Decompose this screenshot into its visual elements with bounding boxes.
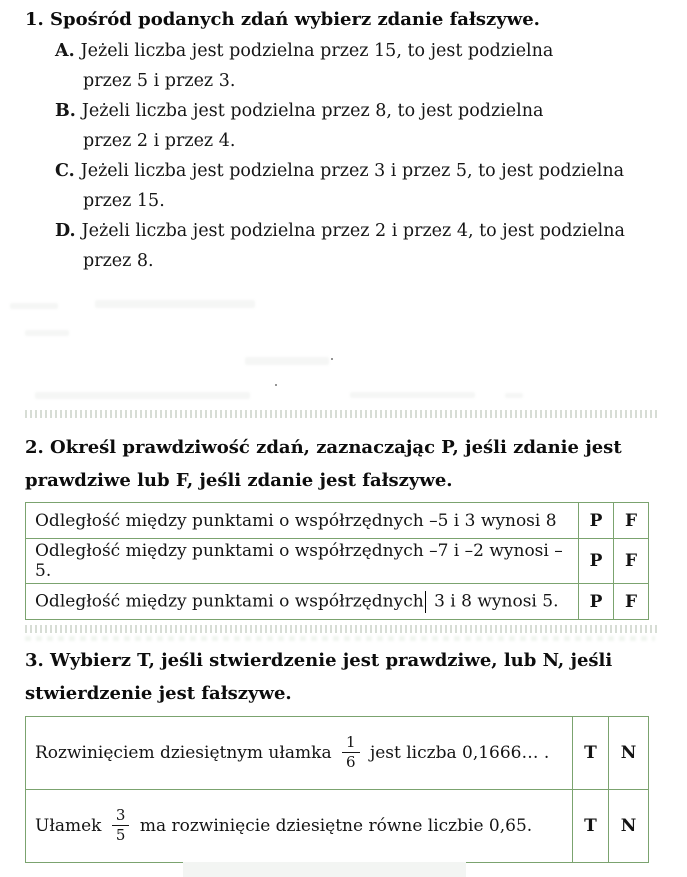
text-cursor <box>425 591 426 613</box>
ghost-mark <box>245 357 329 365</box>
table-row <box>26 539 649 584</box>
ghost-mark <box>505 393 523 398</box>
statement-pre: Ułamek <box>35 815 107 836</box>
option-d[interactable] <box>55 216 665 276</box>
fraction <box>342 734 360 771</box>
question-3-title <box>25 644 675 710</box>
bottom-partial-element <box>183 862 466 877</box>
table-row <box>26 503 649 539</box>
table-row <box>26 790 649 863</box>
ghost-mark <box>95 300 255 308</box>
ghost-dot <box>331 358 333 360</box>
answer-cell-t[interactable]: T <box>573 717 609 790</box>
option-b-line1[interactable] <box>55 96 665 126</box>
fraction-numerator: 1 <box>342 734 360 753</box>
statement-cell <box>26 584 579 620</box>
option-d-text2: przez 8. <box>83 251 154 271</box>
statement-cell: Odległość między punktami o współrzędnych –7 i –2 wynosi –5. <box>26 539 579 584</box>
question-2-title-line1: 2. Określ prawdziwość zdań, zaznaczając P, jeśli zdanie jest <box>25 437 622 458</box>
table-row <box>26 717 649 790</box>
answer-cell-f[interactable]: F <box>614 503 649 539</box>
answer-cell-t[interactable]: T <box>573 790 609 863</box>
answer-cell-n[interactable]: N <box>609 717 649 790</box>
answer-cell-p[interactable]: P <box>579 539 614 584</box>
question-3-title-line1: 3. Wybierz T, jeśli stwierdzenie jest prawdziwe, lub N, jeśli <box>25 650 613 671</box>
question-1-title: 1. Spośród podanych zdań wybierz zdanie fałszywe. <box>25 9 540 30</box>
option-a[interactable] <box>55 36 665 96</box>
answer-cell-n[interactable]: N <box>609 790 649 863</box>
fraction-denominator: 5 <box>115 825 126 844</box>
fraction-numerator: 3 <box>112 807 130 826</box>
statement-cell <box>26 717 573 790</box>
option-c-letter: C. <box>55 161 75 181</box>
question-1-options <box>55 36 665 276</box>
table-row <box>26 584 649 620</box>
statement-pre: Rozwinięciem dziesiętnym ułamka <box>35 742 337 763</box>
option-d-text1: Jeżeli liczba jest podzielna przez 2 i przez 4, to jest podzielna <box>81 221 625 241</box>
option-d-line1[interactable] <box>55 216 665 246</box>
question-3-title-line2: stwierdzenie jest fałszywe. <box>25 683 292 704</box>
divider-echo <box>25 636 655 641</box>
question-1 <box>25 4 665 276</box>
ghost-dot <box>275 384 277 386</box>
option-c[interactable] <box>55 156 665 216</box>
option-b-text2: przez 2 i przez 4. <box>83 131 236 151</box>
question-2-table <box>25 502 649 620</box>
statement-text-before-cursor: Odległość między punktami o współrzędnych <box>35 591 424 611</box>
option-c-text1: Jeżeli liczba jest podzielna przez 3 i przez 5, to jest podzielna <box>80 161 625 181</box>
fraction-denominator: 6 <box>346 752 356 771</box>
ghost-mark <box>10 303 58 309</box>
option-b[interactable] <box>55 96 665 156</box>
ghost-mark <box>35 392 250 399</box>
question-3-table <box>25 716 649 863</box>
option-a-line1[interactable] <box>55 36 665 66</box>
section-divider <box>25 410 660 418</box>
answer-cell-f[interactable]: F <box>614 539 649 584</box>
question-2-title <box>25 431 675 497</box>
fraction <box>112 807 130 844</box>
option-a-text2: przez 5 i przez 3. <box>83 71 236 91</box>
answer-cell-f[interactable]: F <box>614 584 649 620</box>
option-c-text2: przez 15. <box>83 191 165 211</box>
statement-post: ma rozwinięcie dziesiętne równe liczbie 0,65. <box>134 815 533 836</box>
statement-post: jest liczba 0,1666… . <box>364 742 550 763</box>
statement-text-after-cursor: 3 i 8 wynosi 5. <box>428 591 559 611</box>
answer-cell-p[interactable]: P <box>579 503 614 539</box>
option-c-line1[interactable] <box>55 156 665 186</box>
option-b-text1: Jeżeli liczba jest podzielna przez 8, to jest podzielna <box>81 101 544 121</box>
statement-cell: Odległość między punktami o współrzędnych –5 i 3 wynosi 8 <box>26 503 579 539</box>
ghost-mark <box>25 330 69 336</box>
option-a-text1: Jeżeli liczba jest podzielna przez 15, to jest podzielna <box>80 41 554 61</box>
statement-cell <box>26 790 573 863</box>
option-d-letter: D. <box>55 221 76 241</box>
question-2-title-line2: prawdziwe lub F, jeśli zdanie jest fałszywe. <box>25 470 453 491</box>
option-b-letter: B. <box>55 101 76 121</box>
section-divider <box>25 625 660 633</box>
option-a-letter: A. <box>55 41 75 61</box>
answer-cell-p[interactable]: P <box>579 584 614 620</box>
ghost-mark <box>350 392 475 398</box>
